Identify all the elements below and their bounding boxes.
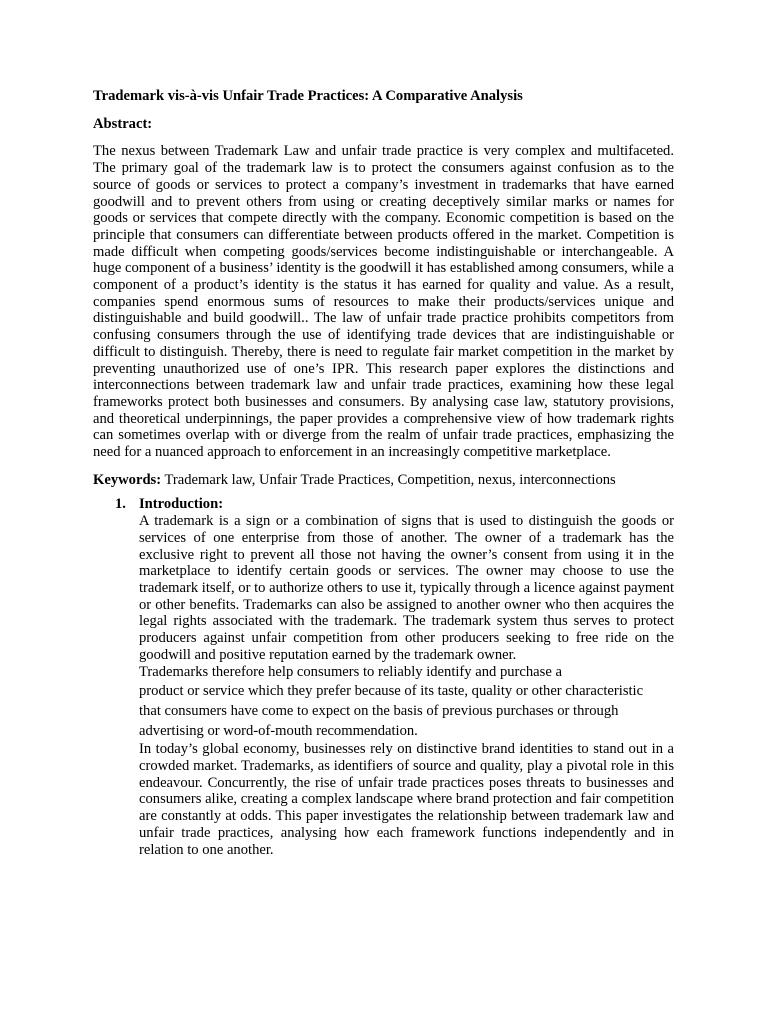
keywords-text: Trademark law, Unfair Trade Practices, Competition, nexus, interconnections [161,471,616,488]
section-heading: Introduction: [139,496,224,513]
keywords-line [93,472,674,489]
document-title: Trademark vis-à-vis Unfair Trade Practices: A Comparative Analysis [93,88,523,104]
document-page [93,88,674,858]
intro-paragraph-2-line: product or service which they prefer because of its taste, quality or other characteristic [139,683,644,700]
abstract-body: The nexus between Trademark Law and unfair trade practice is very complex and multifaceted. The primary goal of the trademark law is to protect the consumers against confusion as to the source of goods or services to protect a company’s investment in trademarks that have earned goodwill and to prevent others from using or creating deceptively similar marks or names for goods or services that compete directly with the company. Economic competition is based on the principle that consumers can differentiate between products offered in the market. Competition is made difficult when competing goods/services become indistinguishable or interchangeable. A huge component of a business’ identity is the goodwill it has established among consumers, while a component of a product’s identity is the status it has earned for quality and value. As a result, companies spend enormous sums of resources to make their products/services unique and distinguishable and build goodwill.. The law of unfair trade practice prohibits competitors from confusing consumers through the use of identifying trade devices that are indistinguishable or difficult to distinguish. Thereby, there is need to regulate fair market competition in the market by preventing unauthorized use of one’s IPR. This research paper explores the distinctions and interconnections between trademark law and unfair trade practices, examining how these legal frameworks protect both businesses and consumers. By analysing case law, statutory provisions, and theoretical underpinnings, the paper provides a comprehensive view of how trademark rights can sometimes overlap with or diverge from the realm of unfair trade practices, emphasizing the need for a nuanced approach to enforcement in an increasingly competitive marketplace. [93,143,674,461]
intro-paragraph-3: In today’s global economy, businesses rely on distinctive brand identities to stand out in a crowded market. Trademarks, as identifiers of source and quality, play a pivotal role in this endeavour. Concurrently, the rise of unfair trade practices poses threats to businesses and consumers alike, creating a complex landscape where brand protection and fair competition are constantly at odds. This paper investigates the relationship between trademark law and unfair trade practices, analysing how each framework functions independently and in relation to one another. [139,741,674,858]
intro-paragraph-2-line: that consumers have come to expect on the basis of previous purchases or through [139,702,619,719]
intro-paragraph-2-line: advertising or word-of-mouth recommendation. [139,722,418,739]
keywords-label: Keywords: [93,471,162,488]
intro-paragraph-1: A trademark is a sign or a combination of signs that is used to distinguish the goods or services of one enterprise from those of another. The owner of a trademark has the exclusive right to prevent all those not having the owner’s consent from using it in the marketplace to identify certain goods or services. The owner may choose to use the trademark itself, or to authorize others to use it, typically through a licence against payment or other benefits. Trademarks can also be assigned to another owner who then acquires the legal rights associated with the trademark. The trademark system thus serves to protect producers against unfair competition from other producers seeking to free ride on the goodwill and positive reputation earned by the trademark owner. [139,513,674,663]
section-number: 1. [115,496,126,513]
abstract-heading: Abstract: [93,115,153,132]
intro-paragraph-2-line: Trademarks therefore help consumers to reliably identify and purchase a [139,663,562,680]
section-introduction [93,496,674,858]
intro-paragraph-2 [139,664,674,742]
